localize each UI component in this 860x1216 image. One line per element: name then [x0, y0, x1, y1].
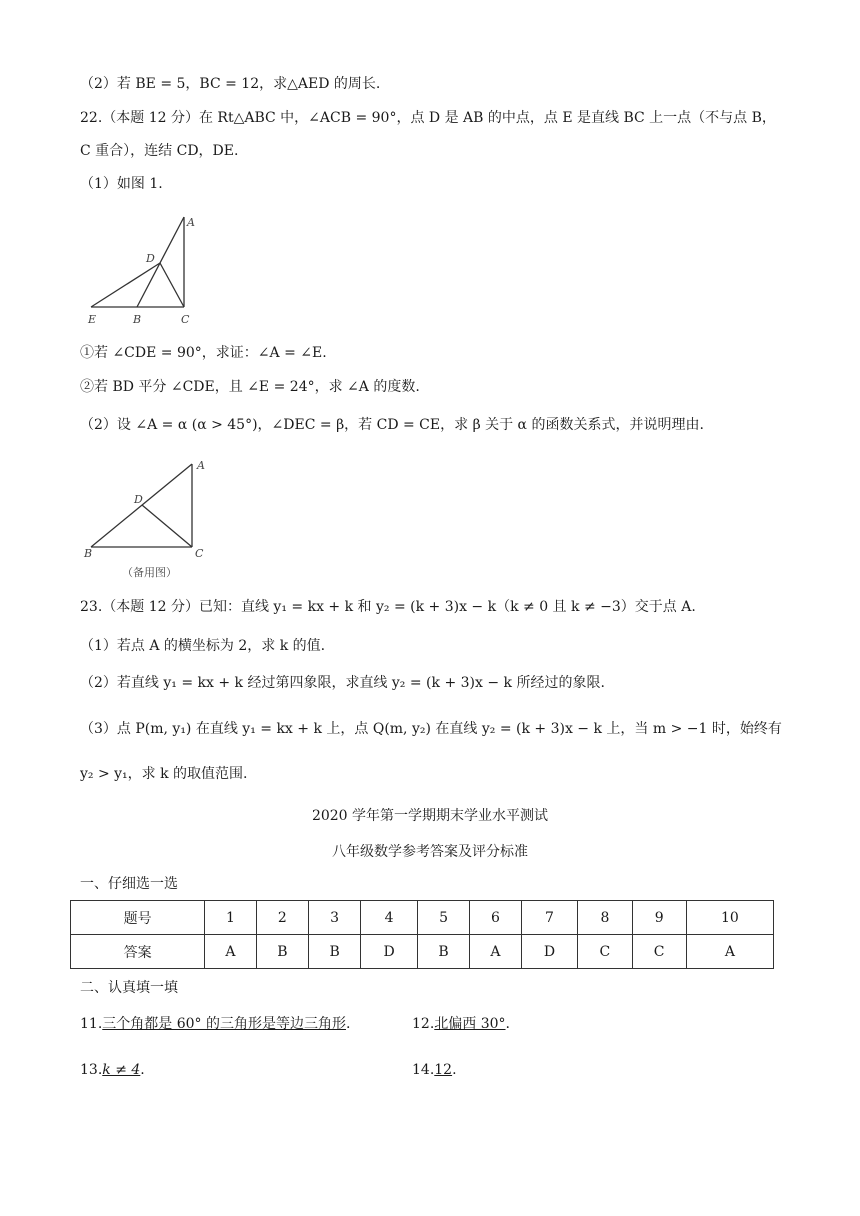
answer-table: [70, 900, 774, 969]
fig2-label-A: A: [197, 459, 205, 472]
answer-14: [412, 1060, 457, 1080]
answer-14-period: .: [452, 1062, 457, 1078]
q22-sub2: ②若 BD 平分 ∠CDE，且 ∠E = 24°，求 ∠A 的度数.: [80, 379, 420, 395]
fig1-label-E: E: [88, 313, 97, 326]
fig1-label-A: A: [187, 216, 195, 229]
table-row-numbers: [71, 901, 774, 935]
question-number: 10: [686, 901, 773, 935]
question-number: 7: [521, 901, 578, 935]
answer-choice: A: [205, 935, 256, 969]
answer-14-number: 14.: [412, 1062, 435, 1078]
fig1-label-C: C: [181, 313, 190, 326]
answer-13: [80, 1060, 145, 1080]
answer-12-number: 12.: [412, 1016, 435, 1032]
q23-part2: （2）若直线 y₁ = kx + k 经过第四象限，求直线 y₂ = (k + 3)x − k 所经过的象限.: [80, 675, 605, 691]
figure-1: [80, 208, 210, 333]
question-number: 2: [256, 901, 308, 935]
question-number: 6: [470, 901, 521, 935]
fig2-label-C: C: [195, 547, 204, 560]
q23-intro: 23.（本题 12 分）已知：直线 y₁ = kx + k 和 y₂ = (k + 3)x − k（k ≠ 0 且 k ≠ −3）交于点 A.: [80, 599, 696, 615]
answer-11-number: 11.: [80, 1016, 103, 1032]
answer-12-text: 北偏西 30°: [434, 1016, 506, 1032]
answer-choice: A: [470, 935, 521, 969]
fig2-caption: （备用图）: [122, 566, 177, 579]
question-number: 4: [361, 901, 418, 935]
answers-title: 2020 学年第一学期期末学业水平测试: [311, 808, 549, 824]
q22-part1-label: （1）如图 1.: [80, 176, 163, 192]
answer-14-text: 12: [434, 1062, 453, 1078]
answer-13-text: k ≠ 4: [102, 1062, 141, 1078]
answer-choice: D: [361, 935, 418, 969]
answer-11-text: 三个角都是 60° 的三角形是等边三角形: [102, 1016, 346, 1032]
q22-sub1: ①若 ∠CDE = 90°，求证：∠A = ∠E.: [80, 345, 327, 361]
q23-part1: （1）若点 A 的横坐标为 2，求 k 的值.: [80, 638, 326, 654]
fig1-label-B: B: [133, 313, 142, 326]
answer-choice: B: [417, 935, 469, 969]
answer-choice: C: [578, 935, 632, 969]
answers-subtitle: 八年级数学参考答案及评分标准: [332, 844, 528, 860]
answer-choice: B: [256, 935, 308, 969]
answer-choice: A: [686, 935, 773, 969]
section2-heading: 二、认真填一填: [80, 980, 178, 996]
question-number: 1: [205, 901, 256, 935]
answer-choice: C: [632, 935, 686, 969]
answer-13-period: .: [140, 1062, 145, 1078]
fig2-label-D: D: [134, 493, 143, 506]
answer-13-number: 13.: [80, 1062, 103, 1078]
fig2-label-B: B: [84, 547, 93, 560]
figure-backup: [80, 455, 220, 585]
q23-part3-line1: （3）点 P(m, y₁) 在直线 y₁ = kx + k 上，点 Q(m, y₂) 在直线 y₂ = (k + 3)x − k 上，当 m > −1 时，始终有: [80, 721, 782, 737]
answer-choice: D: [521, 935, 578, 969]
question-number: 5: [417, 901, 469, 935]
section1-heading: 一、仔细选一选: [80, 876, 178, 892]
table-header-label: 题号: [71, 901, 205, 935]
answer-12-period: .: [505, 1016, 510, 1032]
question-number: 3: [309, 901, 361, 935]
table-row-answers: [71, 935, 774, 969]
q23-part3-line2: y₂ > y₁，求 k 的取值范围.: [80, 766, 248, 782]
q22-part2: （2）设 ∠A = α (α > 45°)，∠DEC = β，若 CD = CE，求 β 关于 α 的函数关系式，并说明理由.: [80, 417, 704, 433]
fig1-label-D: D: [146, 252, 155, 265]
q22-intro-line1: 22.（本题 12 分）在 Rt△ABC 中，∠ACB = 90°，点 D 是 AB 的中点，点 E 是直线 BC 上一点（不与点 B，: [80, 110, 776, 126]
question-number: 8: [578, 901, 632, 935]
answer-11-period: .: [345, 1016, 351, 1032]
answer-11: [80, 1014, 350, 1034]
answer-12: [412, 1014, 510, 1034]
q21-part2: （2）若 BE = 5，BC = 12，求△AED 的周长.: [80, 76, 381, 92]
question-number: 9: [632, 901, 686, 935]
q22-intro-line2: C 重合），连结 CD，DE.: [80, 143, 239, 159]
table-answer-label: 答案: [71, 935, 205, 969]
answer-choice: B: [309, 935, 361, 969]
